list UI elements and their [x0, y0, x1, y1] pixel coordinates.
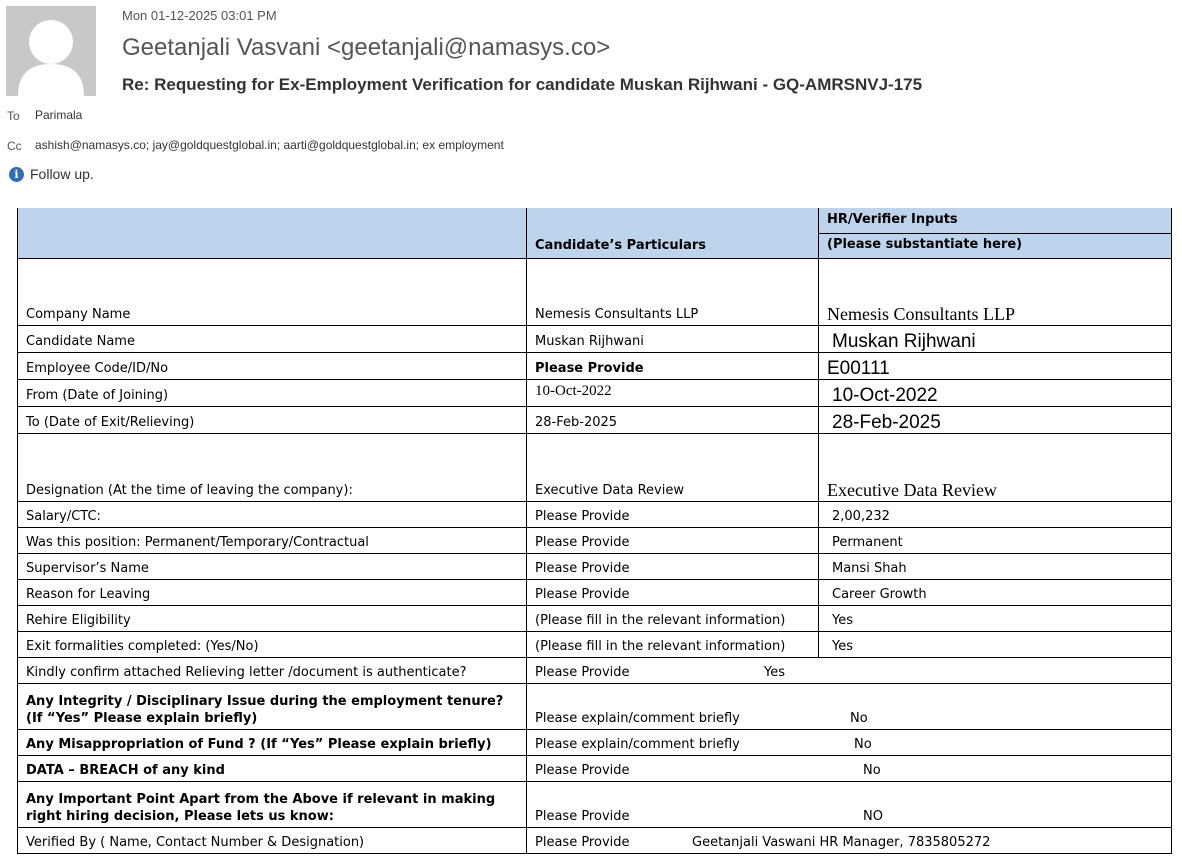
row-hr-value: 28-Feb-2025	[819, 406, 1172, 433]
row-candidate-text: Please Provide	[535, 808, 630, 824]
row-hr-value: 2,00,232	[819, 501, 1172, 527]
row-candidate-value	[527, 755, 1172, 781]
info-icon: i	[9, 167, 24, 182]
table-row	[18, 433, 1172, 501]
follow-up-flag	[9, 166, 94, 182]
row-label: To (Date of Exit/Relieving)	[18, 406, 527, 433]
table-row	[18, 631, 1172, 657]
row-hr-value: Permanent	[819, 527, 1172, 553]
row-candidate-value: Please Provide	[527, 352, 819, 379]
row-label: DATA – BREACH of any kind	[18, 755, 527, 781]
table-row	[18, 657, 1172, 683]
row-candidate-value: Executive Data Review	[527, 433, 819, 501]
row-hr-value: Yes	[764, 664, 785, 680]
row-label: Rehire Eligibility	[18, 605, 527, 631]
row-label: Supervisor’s Name	[18, 553, 527, 579]
header-blank-cell	[18, 208, 527, 258]
table-row	[18, 258, 1172, 325]
row-candidate-value: 10-Oct-2022	[527, 379, 819, 406]
row-hr-value: No	[850, 710, 868, 726]
row-hr-value: Yes	[819, 631, 1172, 657]
row-candidate-text: Please Provide	[535, 762, 630, 778]
row-hr-value: No	[863, 762, 881, 778]
row-candidate-value: Please Provide	[527, 553, 819, 579]
subject: Re: Requesting for Ex-Employment Verification for candidate Muskan Rijhwani - GQ-AMRSNVJ-175	[122, 75, 923, 94]
table-row	[18, 579, 1172, 605]
row-hr-value: Geetanjali Vaswani HR Manager, 7835805272	[692, 834, 991, 850]
to-label: To	[7, 109, 20, 123]
row-hr-value: Career Growth	[819, 579, 1172, 605]
row-label: Any Important Point Apart from the Above if relevant in making right hiring decision, Please lets us know:	[18, 781, 527, 827]
row-label: Any Integrity / Disciplinary Issue during the employment tenure? (If “Yes” Please explain briefly)	[18, 683, 527, 729]
table-row	[18, 605, 1172, 631]
row-candidate-value	[527, 683, 1172, 729]
row-label: Reason for Leaving	[18, 579, 527, 605]
table-row	[18, 406, 1172, 433]
header-substantiate: (Please substantiate here)	[819, 233, 1172, 258]
row-candidate-value: (Please fill in the relevant information)	[527, 631, 819, 657]
row-candidate-value	[527, 729, 1172, 755]
table-row	[18, 683, 1172, 729]
row-hr-value: No	[854, 736, 872, 752]
table-row	[18, 827, 1172, 853]
cc-label: Cc	[7, 139, 22, 153]
row-label: Kindly confirm attached Relieving letter /document is authenticate?	[18, 657, 527, 683]
row-label: Candidate Name	[18, 325, 527, 352]
row-label: Was this position: Permanent/Temporary/Contractual	[18, 527, 527, 553]
table-header-row	[18, 208, 1172, 233]
table-row	[18, 729, 1172, 755]
row-candidate-text: Please explain/comment briefly	[535, 710, 740, 726]
row-candidate-text: Please Provide	[535, 834, 630, 850]
row-candidate-text: Please Provide	[535, 664, 630, 680]
table-row	[18, 501, 1172, 527]
row-label: Designation (At the time of leaving the company):	[18, 433, 527, 501]
table-row	[18, 755, 1172, 781]
row-label: Verified By ( Name, Contact Number & Designation)	[18, 827, 527, 853]
header-hr-inputs: HR/Verifier Inputs	[819, 208, 1172, 233]
row-hr-value: Executive Data Review	[819, 433, 1172, 501]
row-hr-value: NO	[863, 808, 883, 824]
row-candidate-value: (Please fill in the relevant information)	[527, 605, 819, 631]
table-row	[18, 352, 1172, 379]
sent-date: Mon 01-12-2025 03:01 PM	[122, 8, 277, 23]
row-candidate-value: Please Provide	[527, 501, 819, 527]
table-row	[18, 379, 1172, 406]
row-candidate-value: Muskan Rijhwani	[527, 325, 819, 352]
row-label: Employee Code/ID/No	[18, 352, 527, 379]
cc-recipients[interactable]: ashish@namasys.co; jay@goldquestglobal.in; aarti@goldquestglobal.in; ex employment	[35, 138, 504, 152]
avatar[interactable]	[6, 6, 96, 96]
row-hr-value: 10-Oct-2022	[819, 379, 1172, 406]
person-silhouette-icon	[6, 6, 96, 96]
row-candidate-value: Nemesis Consultants LLP	[527, 258, 819, 325]
row-hr-value: Mansi Shah	[819, 553, 1172, 579]
to-recipients[interactable]: Parimala	[35, 108, 83, 122]
row-label: Company Name	[18, 258, 527, 325]
row-candidate-value	[527, 657, 1172, 683]
table-row	[18, 781, 1172, 827]
row-label: Any Misappropriation of Fund ? (If “Yes” Please explain briefly)	[18, 729, 527, 755]
row-hr-value: Yes	[819, 605, 1172, 631]
row-hr-value: E00111	[819, 352, 1172, 379]
follow-up-text: Follow up.	[30, 166, 94, 182]
row-label: Exit formalities completed: (Yes/No)	[18, 631, 527, 657]
table-row	[18, 527, 1172, 553]
table-row	[18, 325, 1172, 352]
row-candidate-value	[527, 827, 1172, 853]
row-candidate-value: Please Provide	[527, 579, 819, 605]
table-row	[18, 553, 1172, 579]
row-candidate-value: Please Provide	[527, 527, 819, 553]
row-label: From (Date of Joining)	[18, 379, 527, 406]
row-hr-value: Muskan Rijhwani	[819, 325, 1172, 352]
verification-table	[17, 208, 1172, 854]
sender[interactable]: Geetanjali Vasvani <geetanjali@namasys.co>	[122, 34, 611, 61]
row-label: Salary/CTC:	[18, 501, 527, 527]
header-candidate-particulars: Candidate’s Particulars	[527, 208, 819, 258]
row-candidate-value	[527, 781, 1172, 827]
row-candidate-text: Please explain/comment briefly	[535, 736, 740, 752]
row-hr-value: Nemesis Consultants LLP	[819, 258, 1172, 325]
row-candidate-value: 28-Feb-2025	[527, 406, 819, 433]
